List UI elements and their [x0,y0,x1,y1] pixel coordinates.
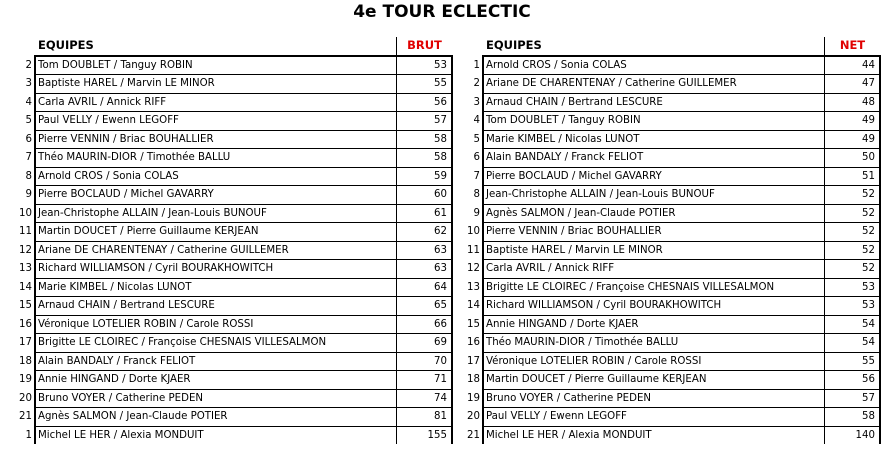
table-row [462,408,880,427]
team-cell: Arnold CROS / Sonia COLAS [35,167,397,186]
score-cell: 51 [825,167,881,186]
team-cell: Alain BANDALY / Franck FELIOT [35,352,397,371]
score-cell: 69 [397,334,453,353]
score-cell: 60 [397,186,453,205]
table-row [462,186,880,205]
team-cell: Martin DOUCET / Pierre Guillaume KERJEAN [483,371,825,390]
team-cell: Michel LE HER / Alexia MONDUIT [35,426,397,444]
score-cell: 65 [397,297,453,316]
team-cell: Arnaud CHAIN / Bertrand LESCURE [35,297,397,316]
team-cell: Martin DOUCET / Pierre Guillaume KERJEAN [35,223,397,242]
table-row [462,75,880,94]
table-row [12,56,452,75]
team-cell: Michel LE HER / Alexia MONDUIT [483,426,825,444]
table-row [462,278,880,297]
table-row [12,186,452,205]
table-row [462,315,880,334]
rank-cell: 14 [467,300,480,312]
brut-table [12,37,453,444]
score-cell: 56 [825,371,881,390]
table-row [462,130,880,149]
table-row [462,371,880,390]
rank-cell: 17 [467,355,480,367]
team-cell: Arnaud CHAIN / Bertrand LESCURE [483,93,825,112]
rank-cell: 2 [473,78,480,90]
rank-cell: 1 [473,59,480,71]
score-cell: 57 [397,112,453,131]
team-cell: Marie KIMBEL / Nicolas LUNOT [483,130,825,149]
team-header: EQUIPES [483,37,825,56]
rank-cell: 12 [467,263,480,275]
team-cell: Richard WILLIAMSON / Cyril BOURAKHOWITCH [483,297,825,316]
table-row [12,204,452,223]
table-row [462,56,880,75]
table-row [12,167,452,186]
table-row [462,223,880,242]
table-row [462,241,880,260]
team-cell: Bruno VOYER / Catherine PEDEN [483,389,825,408]
table-row [462,112,880,131]
brut-header: BRUT [397,37,453,56]
rank-cell: 8 [473,189,480,201]
team-cell: Annie HINGAND / Dorte KJAER [35,371,397,390]
team-cell: Richard WILLIAMSON / Cyril BOURAKHOWITCH [35,260,397,279]
score-cell: 52 [825,260,881,279]
score-cell: 54 [825,334,881,353]
score-cell: 81 [397,408,453,427]
team-cell: Bruno VOYER / Catherine PEDEN [35,389,397,408]
team-cell: Carla AVRIL / Annick RIFF [35,93,397,112]
rank-cell: 18 [19,355,32,367]
score-cell: 63 [397,260,453,279]
score-cell: 47 [825,75,881,94]
team-cell: Véronique LOTELIER ROBIN / Carole ROSSI [483,352,825,371]
rank-cell: 21 [467,429,480,441]
table-row [462,93,880,112]
score-cell: 155 [397,426,453,444]
team-cell: Ariane DE CHARENTENAY / Catherine GUILLEMER [35,241,397,260]
rank-cell: 3 [473,96,480,108]
table-row [12,297,452,316]
rank-cell: 9 [25,189,32,201]
rank-cell: 18 [467,374,480,386]
team-cell: Pierre BOCLAUD / Michel GAVARRY [35,186,397,205]
table-row [12,75,452,94]
score-cell: 61 [397,204,453,223]
score-cell: 50 [825,149,881,168]
rank-cell: 5 [473,133,480,145]
table-row [462,426,880,444]
team-header: EQUIPES [35,37,397,56]
score-cell: 55 [825,352,881,371]
team-cell: Baptiste HAREL / Marvin LE MINOR [483,241,825,260]
table-row [462,389,880,408]
table-row [462,260,880,279]
rank-cell: 6 [473,152,480,164]
team-cell: Véronique LOTELIER ROBIN / Carole ROSSI [35,315,397,334]
rank-cell: 20 [19,392,32,404]
rank-cell: 13 [19,263,32,275]
net-rows [462,56,880,445]
page-title: 4e TOUR ECLECTIC [353,2,531,22]
rank-cell: 19 [19,374,32,386]
team-cell: Théo MAURIN-DIOR / Timothée BALLU [483,334,825,353]
table-row [12,278,452,297]
table-row [12,112,452,131]
score-cell: 59 [397,167,453,186]
score-cell: 56 [397,93,453,112]
rank-cell: 7 [473,170,480,182]
table-row [462,352,880,371]
score-cell: 55 [397,75,453,94]
rank-cell: 2 [25,59,32,71]
table-row [12,371,452,390]
team-cell: Paul VELLY / Ewenn LEGOFF [35,112,397,131]
score-cell: 54 [825,315,881,334]
score-cell: 140 [825,426,881,444]
rank-cell: 10 [19,207,32,219]
rank-cell: 14 [19,281,32,293]
team-cell: Pierre VENNIN / Briac BOUHALLIER [35,130,397,149]
table-row [462,204,880,223]
rank-header [462,37,483,56]
score-cell: 62 [397,223,453,242]
team-cell: Marie KIMBEL / Nicolas LUNOT [35,278,397,297]
rank-cell: 7 [25,152,32,164]
net-table [462,37,881,444]
rank-cell: 4 [473,115,480,127]
team-cell: Agnès SALMON / Jean-Claude POTIER [35,408,397,427]
team-cell: Jean-Christophe ALLAIN / Jean-Louis BUNOUF [483,186,825,205]
rank-cell: 19 [467,392,480,404]
score-cell: 52 [825,186,881,205]
rank-cell: 8 [25,170,32,182]
score-cell: 52 [825,241,881,260]
table-row [12,260,452,279]
table-header-row [12,37,452,56]
table-row [12,426,452,444]
team-cell: Tom DOUBLET / Tanguy ROBIN [35,56,397,75]
rank-cell: 16 [19,318,32,330]
team-cell: Brigitte LE CLOIREC / Françoise CHESNAIS VILLESALMON [483,278,825,297]
rank-cell: 11 [467,244,480,256]
score-cell: 70 [397,352,453,371]
rank-cell: 11 [19,226,32,238]
team-cell: Pierre BOCLAUD / Michel GAVARRY [483,167,825,186]
table-row [12,223,452,242]
team-cell: Agnès SALMON / Jean-Claude POTIER [483,204,825,223]
score-cell: 53 [825,297,881,316]
table-row [12,93,452,112]
score-cell: 44 [825,56,881,75]
rank-cell: 16 [467,337,480,349]
rank-cell: 10 [467,226,480,238]
team-cell: Pierre VENNIN / Briac BOUHALLIER [483,223,825,242]
table-row [462,297,880,316]
score-cell: 52 [825,223,881,242]
team-cell: Tom DOUBLET / Tanguy ROBIN [483,112,825,131]
rank-cell: 13 [467,281,480,293]
rank-cell: 5 [25,115,32,127]
score-cell: 53 [397,56,453,75]
table-row [12,334,452,353]
table-row [12,315,452,334]
rank-cell: 20 [467,411,480,423]
team-cell: Annie HINGAND / Dorte KJAER [483,315,825,334]
table-row [12,389,452,408]
rank-cell: 9 [473,207,480,219]
score-cell: 63 [397,241,453,260]
team-cell: Jean-Christophe ALLAIN / Jean-Louis BUNOUF [35,204,397,223]
rank-cell: 15 [19,300,32,312]
table-row [462,334,880,353]
score-cell: 57 [825,389,881,408]
rank-cell: 15 [467,318,480,330]
rank-cell: 3 [25,78,32,90]
score-cell: 64 [397,278,453,297]
score-cell: 58 [825,408,881,427]
team-cell: Arnold CROS / Sonia COLAS [483,56,825,75]
team-cell: Brigitte LE CLOIREC / Françoise CHESNAIS VILLESALMON [35,334,397,353]
team-cell: Paul VELLY / Ewenn LEGOFF [483,408,825,427]
table-row [462,149,880,168]
rank-cell: 17 [19,337,32,349]
team-cell: Ariane DE CHARENTENAY / Catherine GUILLEMER [483,75,825,94]
net-header: NET [825,37,881,56]
team-cell: Carla AVRIL / Annick RIFF [483,260,825,279]
score-cell: 58 [397,149,453,168]
table-header-row [462,37,880,56]
score-cell: 53 [825,278,881,297]
rank-cell: 1 [25,429,32,441]
rank-header [12,37,35,56]
score-cell: 66 [397,315,453,334]
table-row [12,352,452,371]
rank-cell: 6 [25,133,32,145]
score-cell: 58 [397,130,453,149]
score-cell: 48 [825,93,881,112]
score-cell: 74 [397,389,453,408]
team-cell: Théo MAURIN-DIOR / Timothée BALLU [35,149,397,168]
team-cell: Alain BANDALY / Franck FELIOT [483,149,825,168]
score-cell: 71 [397,371,453,390]
table-row [462,167,880,186]
table-row [12,149,452,168]
table-row [12,408,452,427]
score-cell: 49 [825,112,881,131]
rank-cell: 21 [19,411,32,423]
team-cell: Baptiste HAREL / Marvin LE MINOR [35,75,397,94]
rank-cell: 4 [25,96,32,108]
table-row [12,130,452,149]
brut-rows [12,56,452,445]
table-row [12,241,452,260]
score-cell: 52 [825,204,881,223]
rank-cell: 12 [19,244,32,256]
score-cell: 49 [825,130,881,149]
